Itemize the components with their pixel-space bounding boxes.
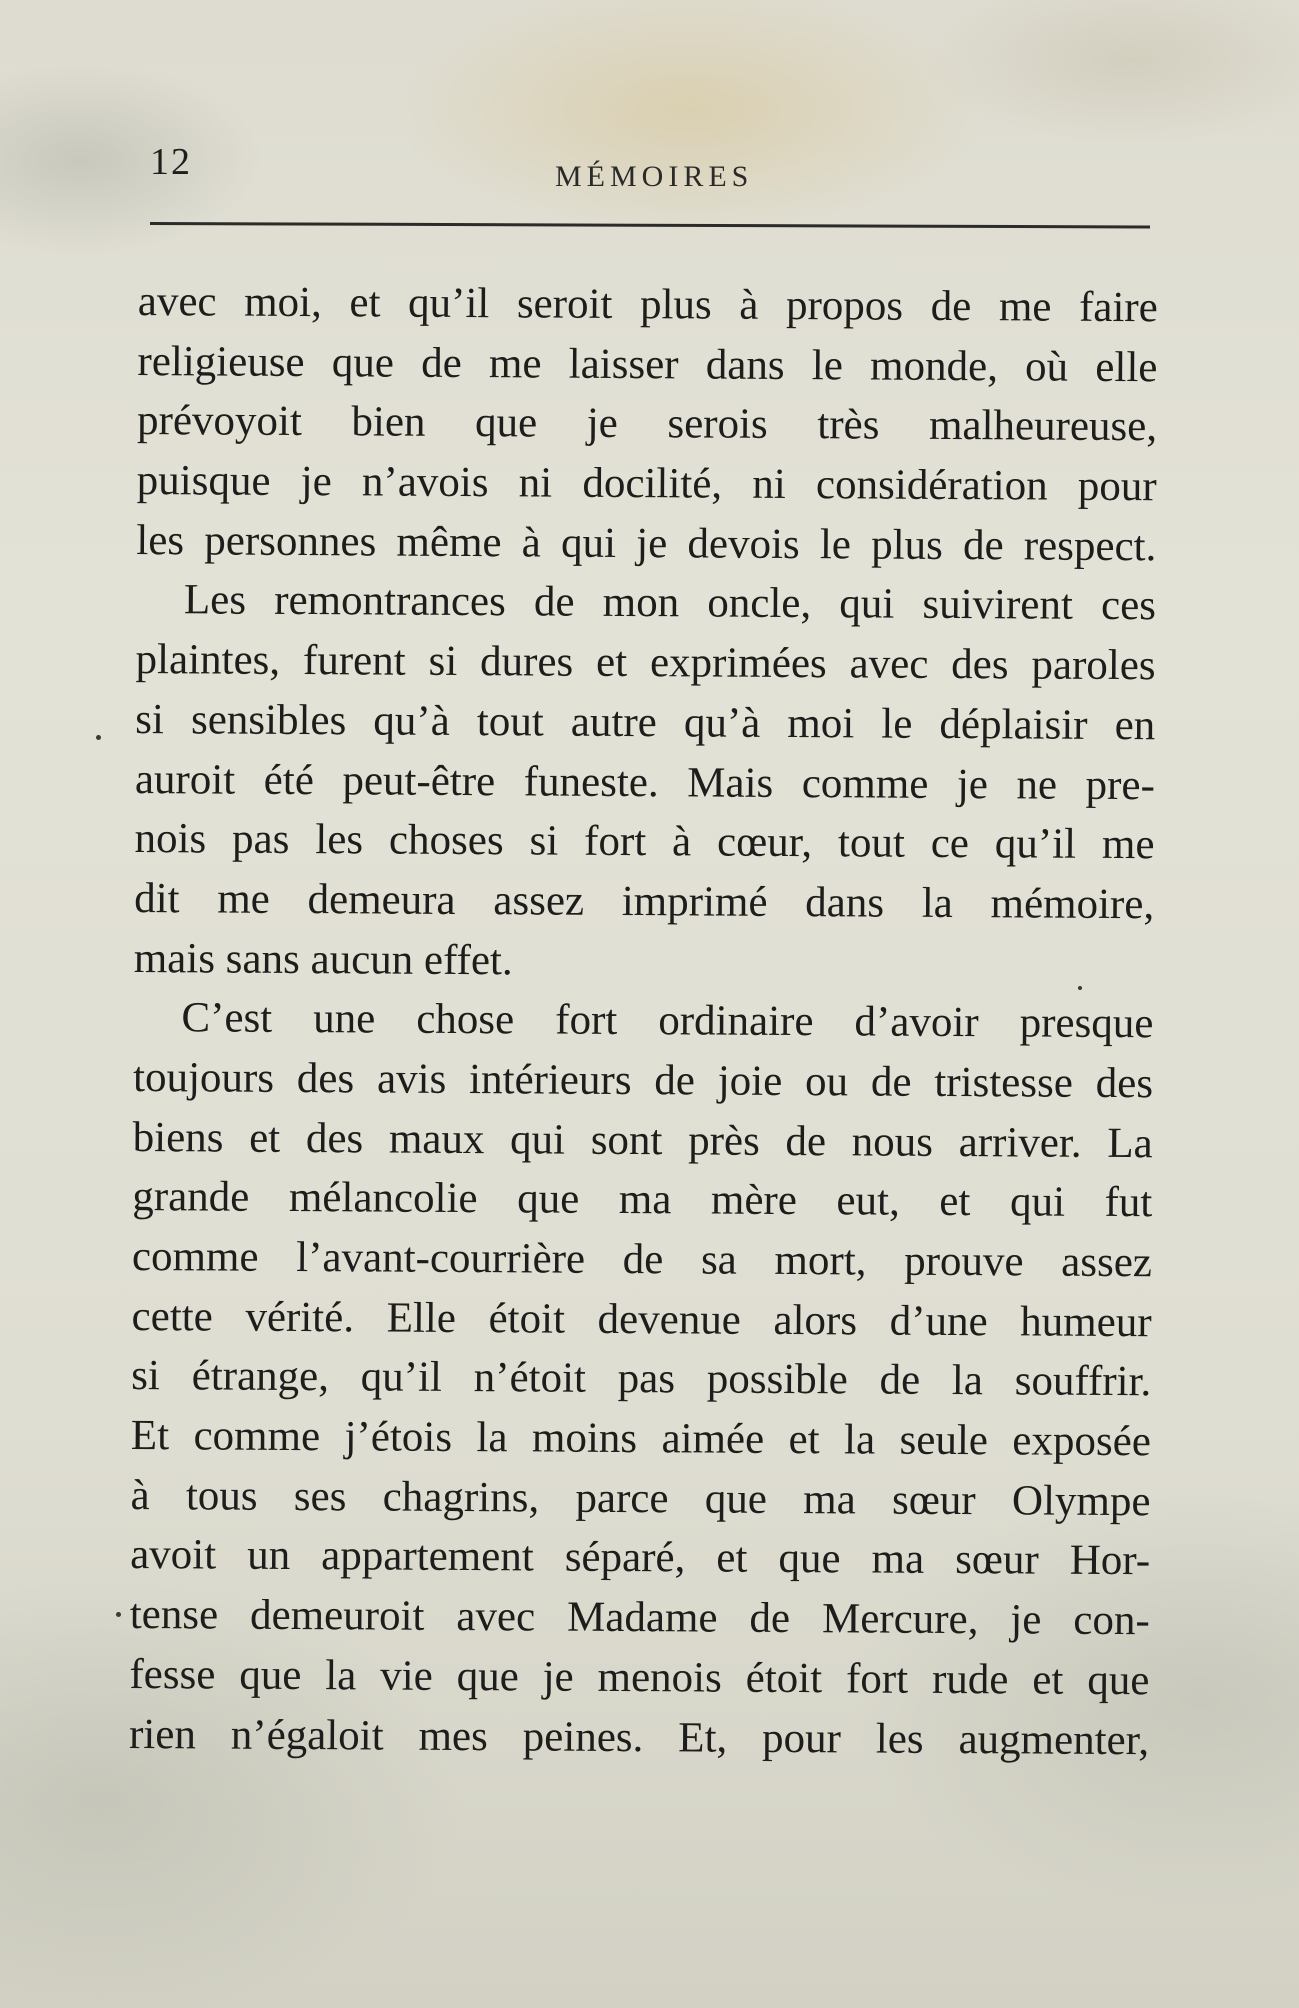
text-line: comme l’avant-courrière de sa mort, prouve assez	[131, 1232, 1153, 1287]
text-line: plaintes, furent si dures et exprimées avec des paroles	[135, 636, 1156, 690]
text-line: auroit été peut-être funeste. Mais comme je ne pre-	[134, 755, 1156, 809]
paragraph-end-line: mais sans aucun effet.	[133, 934, 513, 984]
text-line: biens et des maux qui sont près de nous arriver. La	[132, 1113, 1153, 1167]
body-text	[129, 272, 1158, 1770]
text-line: religieuse que de me laisser dans le monde, où elle	[137, 337, 1158, 391]
ink-speck	[96, 735, 101, 740]
text-line: grande mélancolie que ma mère eut, et qui fut	[132, 1173, 1153, 1227]
text-line: fesse que la vie que je menois étoit fort rude et que	[129, 1650, 1150, 1705]
text-line: cette vérité. Elle étoit devenue alors d’une humeur	[131, 1292, 1152, 1346]
text-line: les personnes même à qui je devois le plus de respect.	[136, 516, 1157, 570]
header-rule	[150, 222, 1150, 228]
text-line: puisque je n’avois ni docilité, ni considération pour	[136, 457, 1157, 511]
text-line: rien n’égaloit mes peines. Et, pour les augmenter,	[128, 1710, 1150, 1764]
text-line: tense demeuroit avec Madame de Mercure, je con-	[129, 1591, 1150, 1645]
running-head	[150, 140, 1150, 193]
page-number: 12	[150, 141, 192, 183]
text-line: dit me demeura assez imprimé dans la mémoire,	[134, 874, 1155, 929]
paragraph-start-line: C’est une chose fort ordinaire d’avoir presque	[181, 994, 1154, 1048]
text-line: toujours des avis intérieurs de joie ou de tristesse des	[132, 1053, 1154, 1108]
running-title: MÉMOIRES	[555, 160, 754, 193]
text-line: Et comme j’étois la moins aimée et la seule exposée	[130, 1412, 1152, 1466]
text-line: nois pas les choses si fort à cœur, tout ce qu’il me	[134, 815, 1155, 869]
text-line: avec moi, et qu’il seroit plus à propos de me faire	[137, 277, 1158, 332]
text-line: si étrange, qu’il n’étoit pas possible de la souffrir.	[131, 1352, 1152, 1406]
ink-speck	[116, 1612, 121, 1617]
ink-speck	[1078, 986, 1082, 990]
text-line: si sensibles qu’à tout autre qu’à moi le déplaisir en	[135, 695, 1156, 750]
paragraph-start-line: Les remontrances de mon oncle, qui suivirent ces	[183, 576, 1157, 630]
text-line: avoit un appartement séparé, et que ma sœur Hor-	[130, 1531, 1151, 1585]
text-line: à tous ses chagrins, parce que ma sœur Olympe	[130, 1471, 1151, 1525]
text-line: prévoyoit bien que je serois très malheureuse,	[136, 397, 1158, 451]
